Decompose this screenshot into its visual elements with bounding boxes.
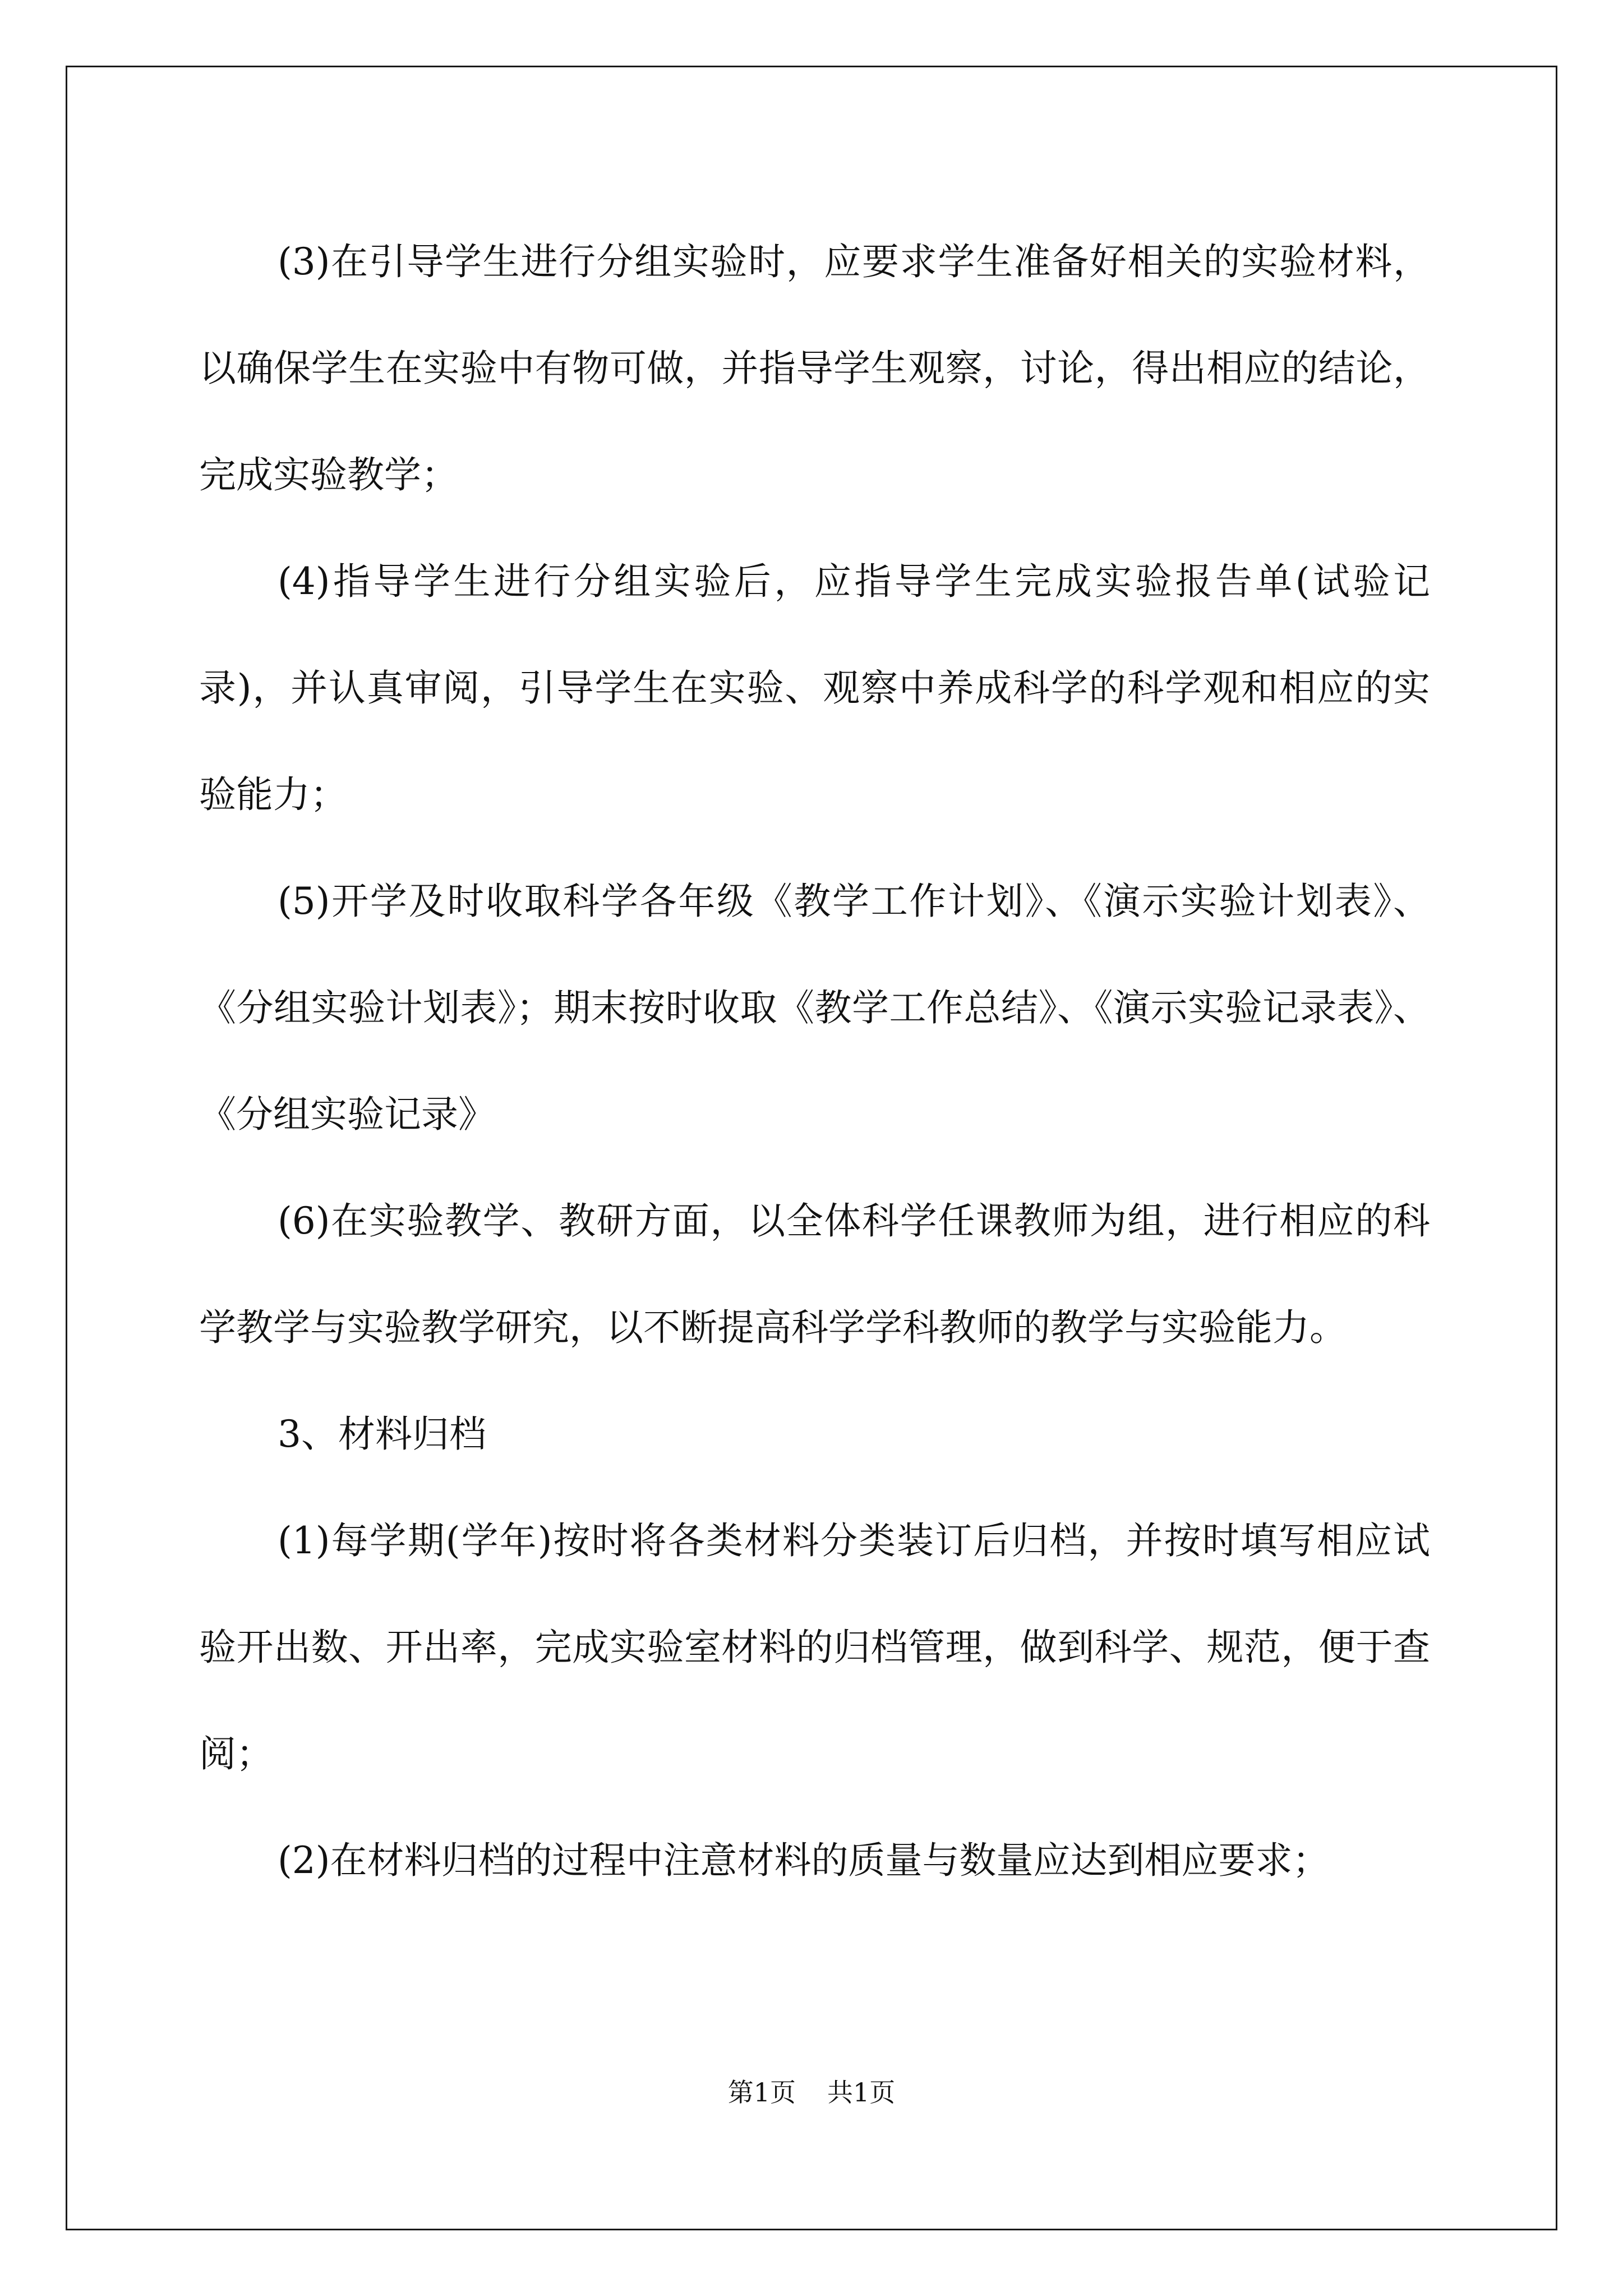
paragraph-item-3: (3)在引导学生进行分组实验时，应要求学生准备好相关的实验材料，以确保学生在实验中有物可做，并指导学生观察，讨论，得出相应的结论，完成实验教学； bbox=[199, 240, 1430, 496]
section-heading-materials-archive: 3、材料归档 bbox=[278, 1412, 486, 1456]
page-footer bbox=[0, 2076, 1623, 2109]
page-number-current: 第1页 bbox=[727, 2077, 796, 2108]
paragraph-item-6: (6)在实验教学、教研方面，以全体科学任课教师为组，进行相应的科学教学与实验教学研究，以不断提高科学学科教师的教学与实验能力。 bbox=[199, 1199, 1430, 1349]
document-body bbox=[199, 209, 1430, 1914]
paragraph-item-4: (4)指导学生进行分组实验后，应指导学生完成实验报告单(试验记录)，并认真审阅，引导学生在实验、观察中养成科学的科学观和相应的实验能力； bbox=[199, 560, 1430, 816]
paragraph-item-5: (5)开学及时收取科学各年级《教学工作计划》、《演示实验计划表》、《分组实验计划表》；期末按时收取《教学工作总结》、《演示实验记录表》、《分组实验记录》 bbox=[199, 880, 1430, 1136]
paragraph-archive-item-1: (1)每学期(学年)按时将各类材料分类装订后归档，并按时填写相应试验开出数、开出率，完成实验室材料的归档管理，做到科学、规范，便于查阅； bbox=[199, 1519, 1430, 1775]
page-number-total: 共1页 bbox=[827, 2077, 896, 2108]
paragraph-archive-item-2: (2)在材料归档的过程中注意材料的质量与数量应达到相应要求； bbox=[278, 1839, 1330, 1882]
